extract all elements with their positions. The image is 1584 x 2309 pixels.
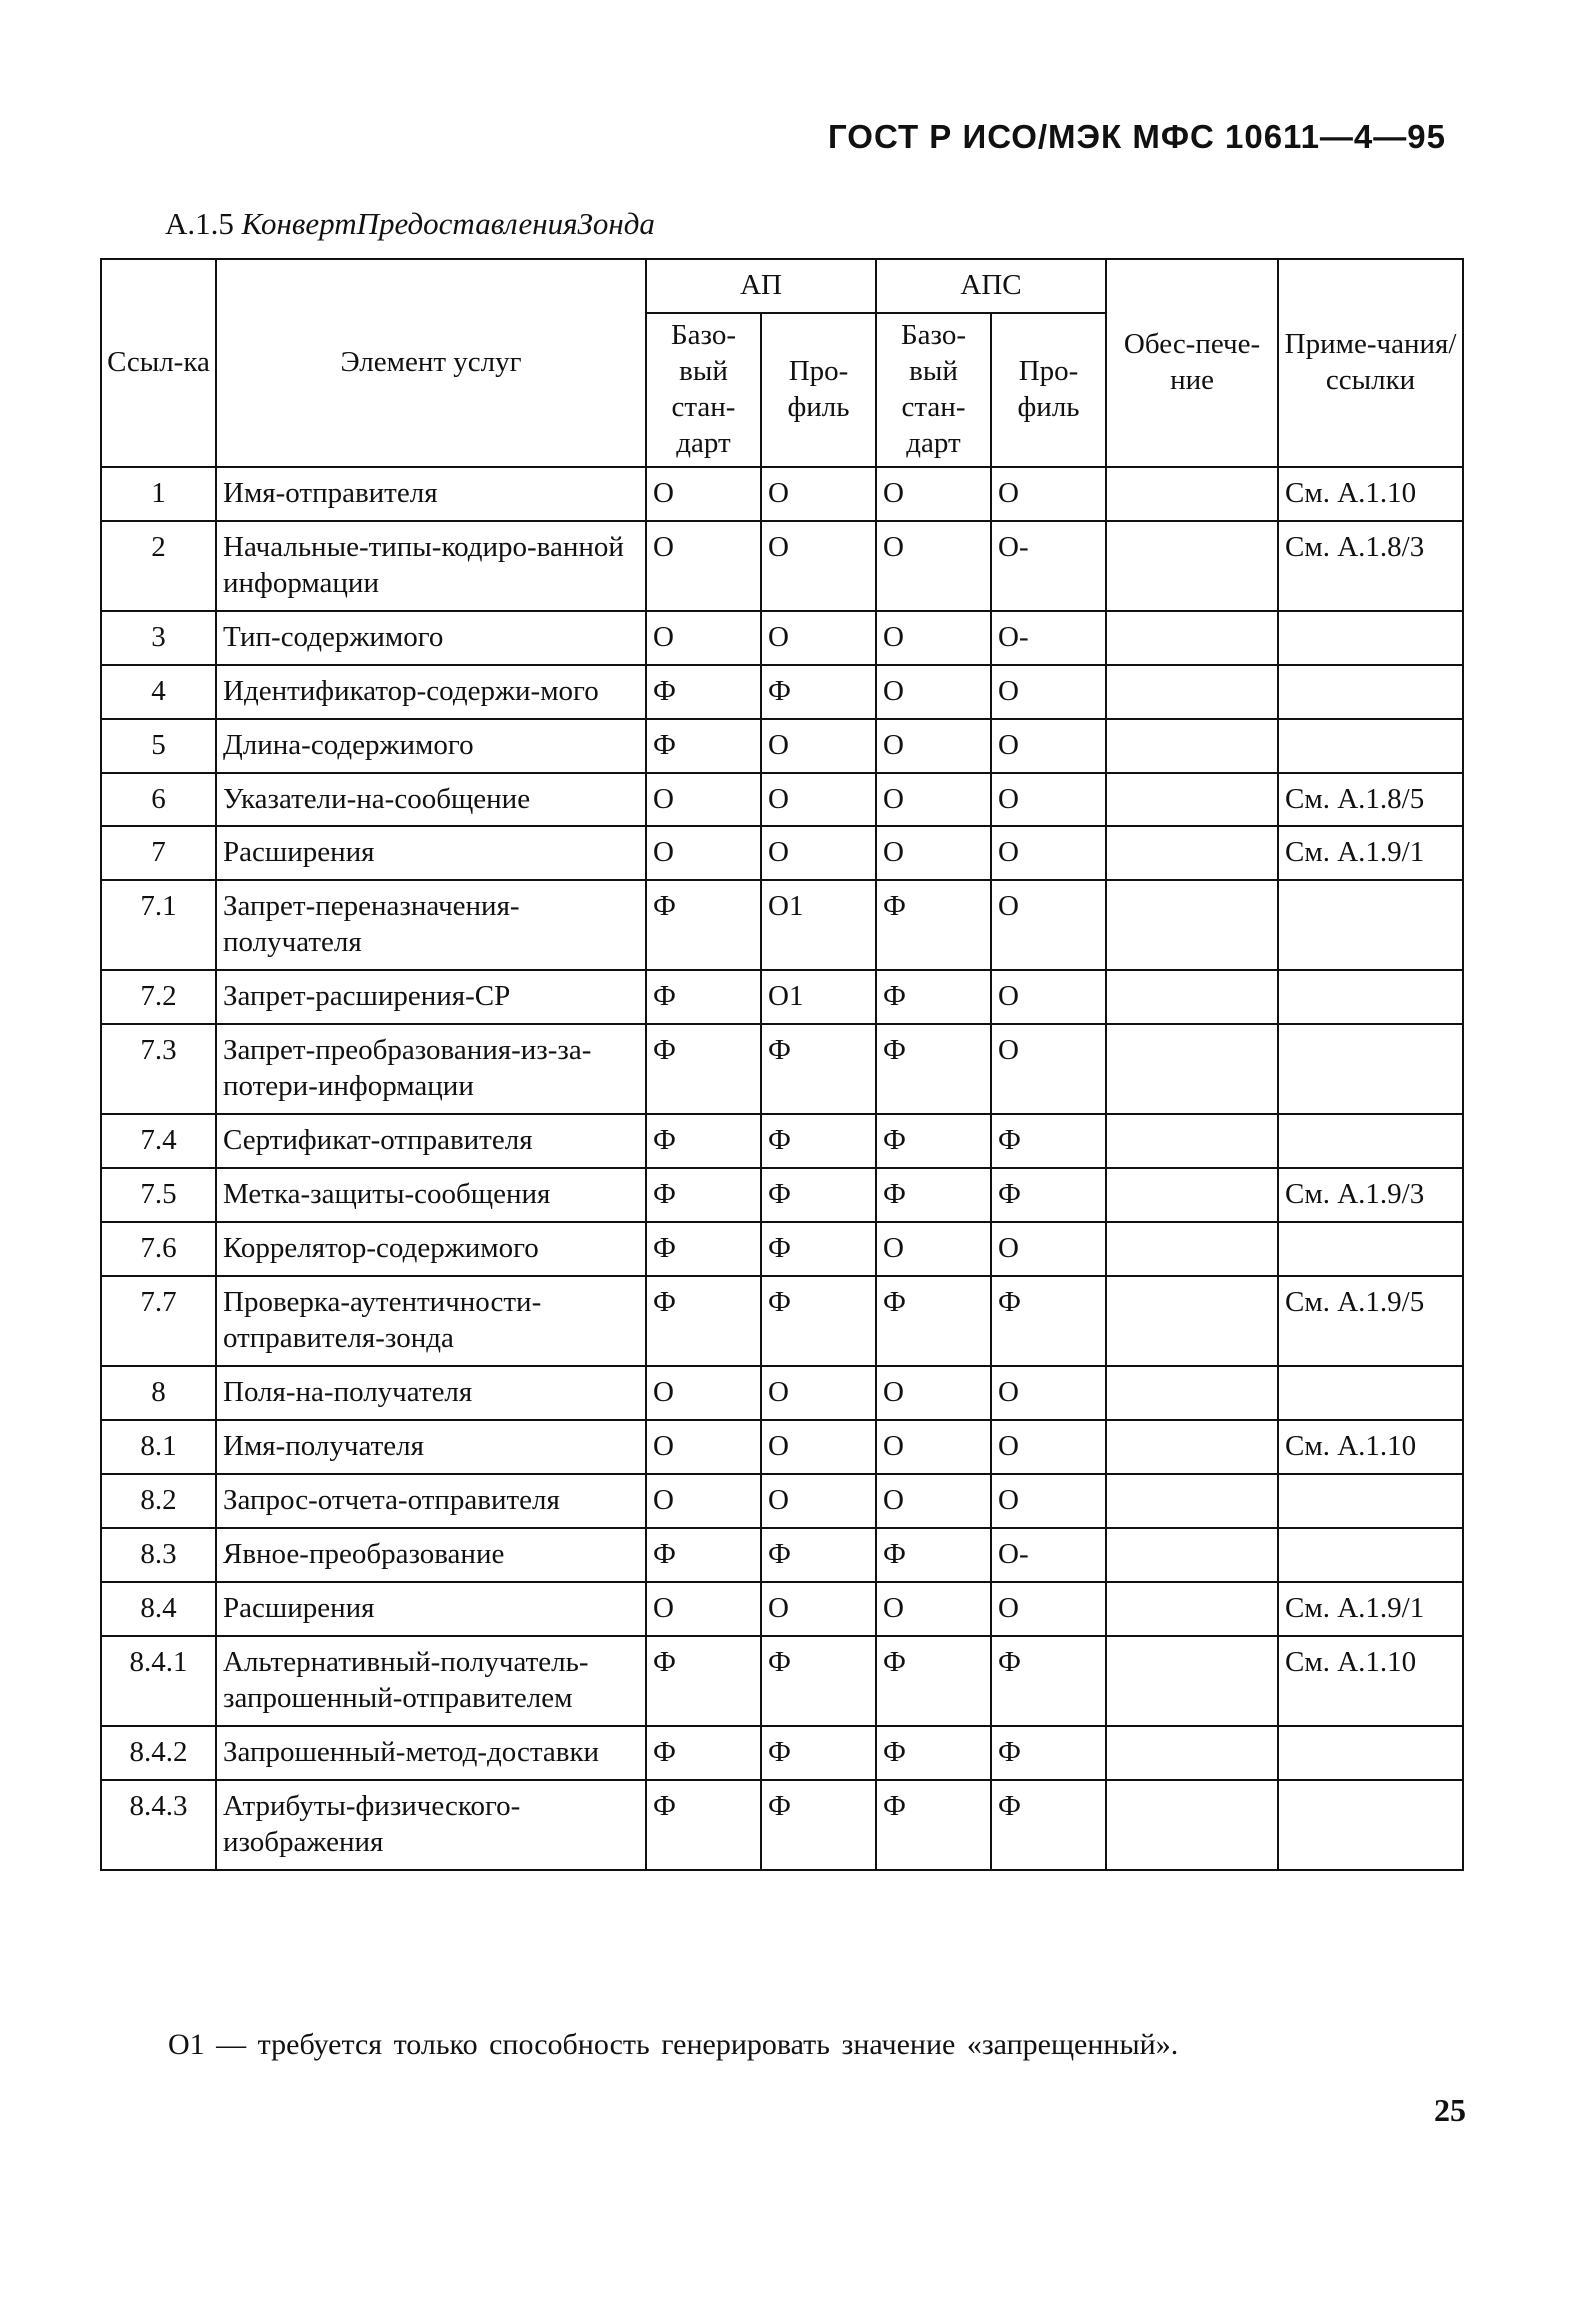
row-ref: 6: [101, 773, 216, 827]
row-element: Имя-получателя: [216, 1420, 646, 1474]
document-header: ГОСТ Р ИСО/МЭК МФС 10611—4—95: [828, 118, 1446, 155]
row-aps-profile: О: [991, 773, 1106, 827]
row-ref: 7.4: [101, 1114, 216, 1168]
row-ap-profile: Ф: [761, 1780, 876, 1870]
row-notes: [1278, 880, 1463, 970]
row-aps-profile: О: [991, 1222, 1106, 1276]
row-notes: См. А.1.10: [1278, 1420, 1463, 1474]
row-ap-base: Ф: [646, 1528, 761, 1582]
row-aps-profile: О: [991, 1024, 1106, 1114]
row-ref: 7.3: [101, 1024, 216, 1114]
row-element: Длина-содержимого: [216, 719, 646, 773]
row-ap-profile: Ф: [761, 665, 876, 719]
header-ref: Ссыл-ка: [101, 259, 216, 467]
row-support: [1106, 1168, 1278, 1222]
section-title: [165, 206, 655, 242]
header-support: Обес-пече-ние: [1106, 259, 1278, 467]
row-support: [1106, 1024, 1278, 1114]
row-ref: 7.7: [101, 1276, 216, 1366]
row-aps-base: О: [876, 719, 991, 773]
table-row: [101, 970, 1463, 1024]
row-aps-base: О: [876, 1222, 991, 1276]
row-element: Указатели-на-сообщение: [216, 773, 646, 827]
row-aps-base: О: [876, 826, 991, 880]
row-element: Расширения: [216, 1582, 646, 1636]
row-ref: 5: [101, 719, 216, 773]
row-support: [1106, 1420, 1278, 1474]
header-element: Элемент услуг: [216, 259, 646, 467]
section-number: А.1.5: [165, 206, 234, 241]
row-element: Сертификат-отправителя: [216, 1114, 646, 1168]
row-notes: [1278, 719, 1463, 773]
row-aps-base: Ф: [876, 1636, 991, 1726]
row-ref: 8.4: [101, 1582, 216, 1636]
row-support: [1106, 1366, 1278, 1420]
row-ap-base: О: [646, 611, 761, 665]
table-row: [101, 1366, 1463, 1420]
row-ref: 8.2: [101, 1474, 216, 1528]
table-row: [101, 467, 1463, 521]
row-ap-profile: О: [761, 1420, 876, 1474]
row-ap-profile: Ф: [761, 1024, 876, 1114]
row-aps-base: Ф: [876, 1168, 991, 1222]
row-ap-profile: О1: [761, 970, 876, 1024]
row-ap-base: Ф: [646, 1114, 761, 1168]
row-ref: 1: [101, 467, 216, 521]
row-aps-base: О: [876, 521, 991, 611]
row-ap-base: Ф: [646, 1276, 761, 1366]
section-name: КонвертПредоставленияЗонда: [241, 206, 655, 241]
row-notes: См. А.1.9/1: [1278, 1582, 1463, 1636]
row-aps-base: О: [876, 1366, 991, 1420]
row-element: Запрошенный-метод-доставки: [216, 1726, 646, 1780]
footnote: О1 — требуется только способность генерировать значение «запрещенный».: [168, 2028, 1179, 2061]
row-aps-base: Ф: [876, 1528, 991, 1582]
row-ap-profile: Ф: [761, 1168, 876, 1222]
row-support: [1106, 719, 1278, 773]
row-support: [1106, 1474, 1278, 1528]
row-notes: См. А.1.8/3: [1278, 521, 1463, 611]
row-support: [1106, 1780, 1278, 1870]
row-aps-base: О: [876, 467, 991, 521]
row-aps-profile: Ф: [991, 1780, 1106, 1870]
row-aps-profile: О: [991, 1366, 1106, 1420]
row-ap-profile: Ф: [761, 1636, 876, 1726]
row-element: Коррелятор-содержимого: [216, 1222, 646, 1276]
row-ap-base: О: [646, 1474, 761, 1528]
services-table: [100, 258, 1464, 1871]
table-row: [101, 1168, 1463, 1222]
row-ref: 8.4.3: [101, 1780, 216, 1870]
row-support: [1106, 826, 1278, 880]
row-ref: 3: [101, 611, 216, 665]
row-ap-base: Ф: [646, 719, 761, 773]
table-row: [101, 665, 1463, 719]
row-ap-profile: Ф: [761, 1114, 876, 1168]
row-aps-base: Ф: [876, 970, 991, 1024]
row-ap-base: О: [646, 1420, 761, 1474]
row-support: [1106, 467, 1278, 521]
row-notes: [1278, 1114, 1463, 1168]
row-ap-base: О: [646, 1582, 761, 1636]
row-aps-base: Ф: [876, 1114, 991, 1168]
row-notes: [1278, 1222, 1463, 1276]
row-notes: [1278, 611, 1463, 665]
row-element: Альтернативный-получатель-запрошенный-отправителем: [216, 1636, 646, 1726]
row-ap-base: Ф: [646, 880, 761, 970]
row-aps-profile: О: [991, 467, 1106, 521]
row-aps-profile: О: [991, 970, 1106, 1024]
row-ap-base: О: [646, 467, 761, 521]
row-aps-profile: О-: [991, 611, 1106, 665]
row-notes: См. А.1.9/1: [1278, 826, 1463, 880]
table-row: [101, 611, 1463, 665]
row-notes: [1278, 1024, 1463, 1114]
row-support: [1106, 970, 1278, 1024]
row-ap-profile: О: [761, 1474, 876, 1528]
row-support: [1106, 880, 1278, 970]
row-ap-base: О: [646, 1366, 761, 1420]
table-row: [101, 1114, 1463, 1168]
page-number: 25: [1434, 2092, 1466, 2128]
row-aps-profile: Ф: [991, 1276, 1106, 1366]
row-ap-base: О: [646, 773, 761, 827]
row-aps-base: Ф: [876, 880, 991, 970]
row-notes: [1278, 665, 1463, 719]
row-element: Расширения: [216, 826, 646, 880]
row-ref: 8.4.1: [101, 1636, 216, 1726]
row-aps-base: Ф: [876, 1024, 991, 1114]
row-ap-profile: О1: [761, 880, 876, 970]
row-notes: См. А.1.10: [1278, 467, 1463, 521]
row-aps-profile: О: [991, 1420, 1106, 1474]
row-aps-base: О: [876, 665, 991, 719]
row-ref: 8.4.2: [101, 1726, 216, 1780]
row-support: [1106, 1726, 1278, 1780]
table-row: [101, 719, 1463, 773]
table-row: [101, 1582, 1463, 1636]
row-element: Метка-защиты-сообщения: [216, 1168, 646, 1222]
row-aps-profile: О: [991, 880, 1106, 970]
row-support: [1106, 1276, 1278, 1366]
table-row: [101, 1528, 1463, 1582]
row-notes: [1278, 1474, 1463, 1528]
row-aps-profile: О: [991, 1474, 1106, 1528]
row-ap-profile: О: [761, 826, 876, 880]
row-ap-profile: О: [761, 521, 876, 611]
row-ap-profile: О: [761, 1366, 876, 1420]
row-aps-profile: О-: [991, 521, 1106, 611]
row-support: [1106, 611, 1278, 665]
table-row: [101, 1780, 1463, 1870]
row-aps-profile: Ф: [991, 1726, 1106, 1780]
row-ap-profile: Ф: [761, 1528, 876, 1582]
row-element: Поля-на-получателя: [216, 1366, 646, 1420]
row-support: [1106, 1528, 1278, 1582]
row-support: [1106, 521, 1278, 611]
row-notes: См. А.1.10: [1278, 1636, 1463, 1726]
row-ap-base: Ф: [646, 1168, 761, 1222]
row-notes: См. А.1.9/3: [1278, 1168, 1463, 1222]
row-notes: [1278, 1528, 1463, 1582]
row-support: [1106, 1636, 1278, 1726]
header-group-ap: АП: [646, 259, 876, 313]
row-ap-base: Ф: [646, 1780, 761, 1870]
row-element: Явное-преобразование: [216, 1528, 646, 1582]
row-ap-base: О: [646, 521, 761, 611]
row-ap-base: Ф: [646, 1636, 761, 1726]
row-ap-base: Ф: [646, 1024, 761, 1114]
row-aps-profile: Ф: [991, 1114, 1106, 1168]
row-notes: [1278, 1366, 1463, 1420]
header-group-aps: АПС: [876, 259, 1106, 313]
row-aps-profile: О: [991, 1582, 1106, 1636]
table-row: [101, 1222, 1463, 1276]
row-element: Запрос-отчета-отправителя: [216, 1474, 646, 1528]
row-element: Тип-содержимого: [216, 611, 646, 665]
row-element: Запрет-переназначения-получателя: [216, 880, 646, 970]
row-aps-profile: Ф: [991, 1168, 1106, 1222]
row-element: Начальные-типы-кодиро-ванной информации: [216, 521, 646, 611]
row-ap-profile: О: [761, 773, 876, 827]
row-support: [1106, 773, 1278, 827]
row-element: Запрет-преобразования-из-за-потери-информации: [216, 1024, 646, 1114]
row-aps-base: О: [876, 611, 991, 665]
row-aps-profile: О-: [991, 1528, 1106, 1582]
row-ap-profile: О: [761, 719, 876, 773]
row-ap-profile: О: [761, 611, 876, 665]
row-aps-profile: О: [991, 665, 1106, 719]
row-ref: 8.3: [101, 1528, 216, 1582]
row-notes: См. А.1.8/5: [1278, 773, 1463, 827]
row-ref: 8: [101, 1366, 216, 1420]
row-aps-profile: О: [991, 719, 1106, 773]
row-ref: 7.6: [101, 1222, 216, 1276]
row-ap-base: О: [646, 826, 761, 880]
row-aps-base: О: [876, 1474, 991, 1528]
header-notes: Приме-чания/ ссылки: [1278, 259, 1463, 467]
row-ap-profile: О: [761, 1582, 876, 1636]
row-ap-base: Ф: [646, 970, 761, 1024]
row-notes: См. А.1.9/5: [1278, 1276, 1463, 1366]
row-support: [1106, 1222, 1278, 1276]
table-row: [101, 826, 1463, 880]
row-element: Запрет-расширения-СР: [216, 970, 646, 1024]
header-ap-profile: Про-филь: [761, 313, 876, 467]
row-support: [1106, 1114, 1278, 1168]
row-notes: [1278, 1726, 1463, 1780]
row-ref: 7.1: [101, 880, 216, 970]
row-ap-base: Ф: [646, 1726, 761, 1780]
header-ap-base: Базо-вый стан-дарт: [646, 313, 761, 467]
row-ref: 2: [101, 521, 216, 611]
table-row: [101, 773, 1463, 827]
row-ap-base: Ф: [646, 665, 761, 719]
row-aps-profile: О: [991, 826, 1106, 880]
row-ap-profile: Ф: [761, 1222, 876, 1276]
header-aps-profile: Про-филь: [991, 313, 1106, 467]
row-aps-base: Ф: [876, 1726, 991, 1780]
row-aps-base: О: [876, 1420, 991, 1474]
row-aps-base: О: [876, 1582, 991, 1636]
table-row: [101, 1276, 1463, 1366]
table-row: [101, 1636, 1463, 1726]
row-aps-profile: Ф: [991, 1636, 1106, 1726]
row-ap-profile: Ф: [761, 1276, 876, 1366]
row-support: [1106, 1582, 1278, 1636]
row-notes: [1278, 970, 1463, 1024]
table-body: [101, 467, 1463, 1870]
row-element: Атрибуты-физического-изображения: [216, 1780, 646, 1870]
header-aps-base: Базо-вый стан-дарт: [876, 313, 991, 467]
row-ref: 7.2: [101, 970, 216, 1024]
row-element: Проверка-аутентичности-отправителя-зонда: [216, 1276, 646, 1366]
row-notes: [1278, 1780, 1463, 1870]
row-ref: 4: [101, 665, 216, 719]
table-row: [101, 521, 1463, 611]
row-ref: 7.5: [101, 1168, 216, 1222]
row-element: Идентификатор-содержи-мого: [216, 665, 646, 719]
table-row: [101, 1420, 1463, 1474]
row-aps-base: Ф: [876, 1276, 991, 1366]
table-row: [101, 880, 1463, 970]
row-ap-profile: Ф: [761, 1726, 876, 1780]
row-element: Имя-отправителя: [216, 467, 646, 521]
row-ref: 8.1: [101, 1420, 216, 1474]
row-ap-base: Ф: [646, 1222, 761, 1276]
row-aps-base: Ф: [876, 1780, 991, 1870]
table-row: [101, 1474, 1463, 1528]
row-ap-profile: О: [761, 467, 876, 521]
table-row: [101, 1726, 1463, 1780]
row-support: [1106, 665, 1278, 719]
table-row: [101, 1024, 1463, 1114]
row-aps-base: О: [876, 773, 991, 827]
row-ref: 7: [101, 826, 216, 880]
